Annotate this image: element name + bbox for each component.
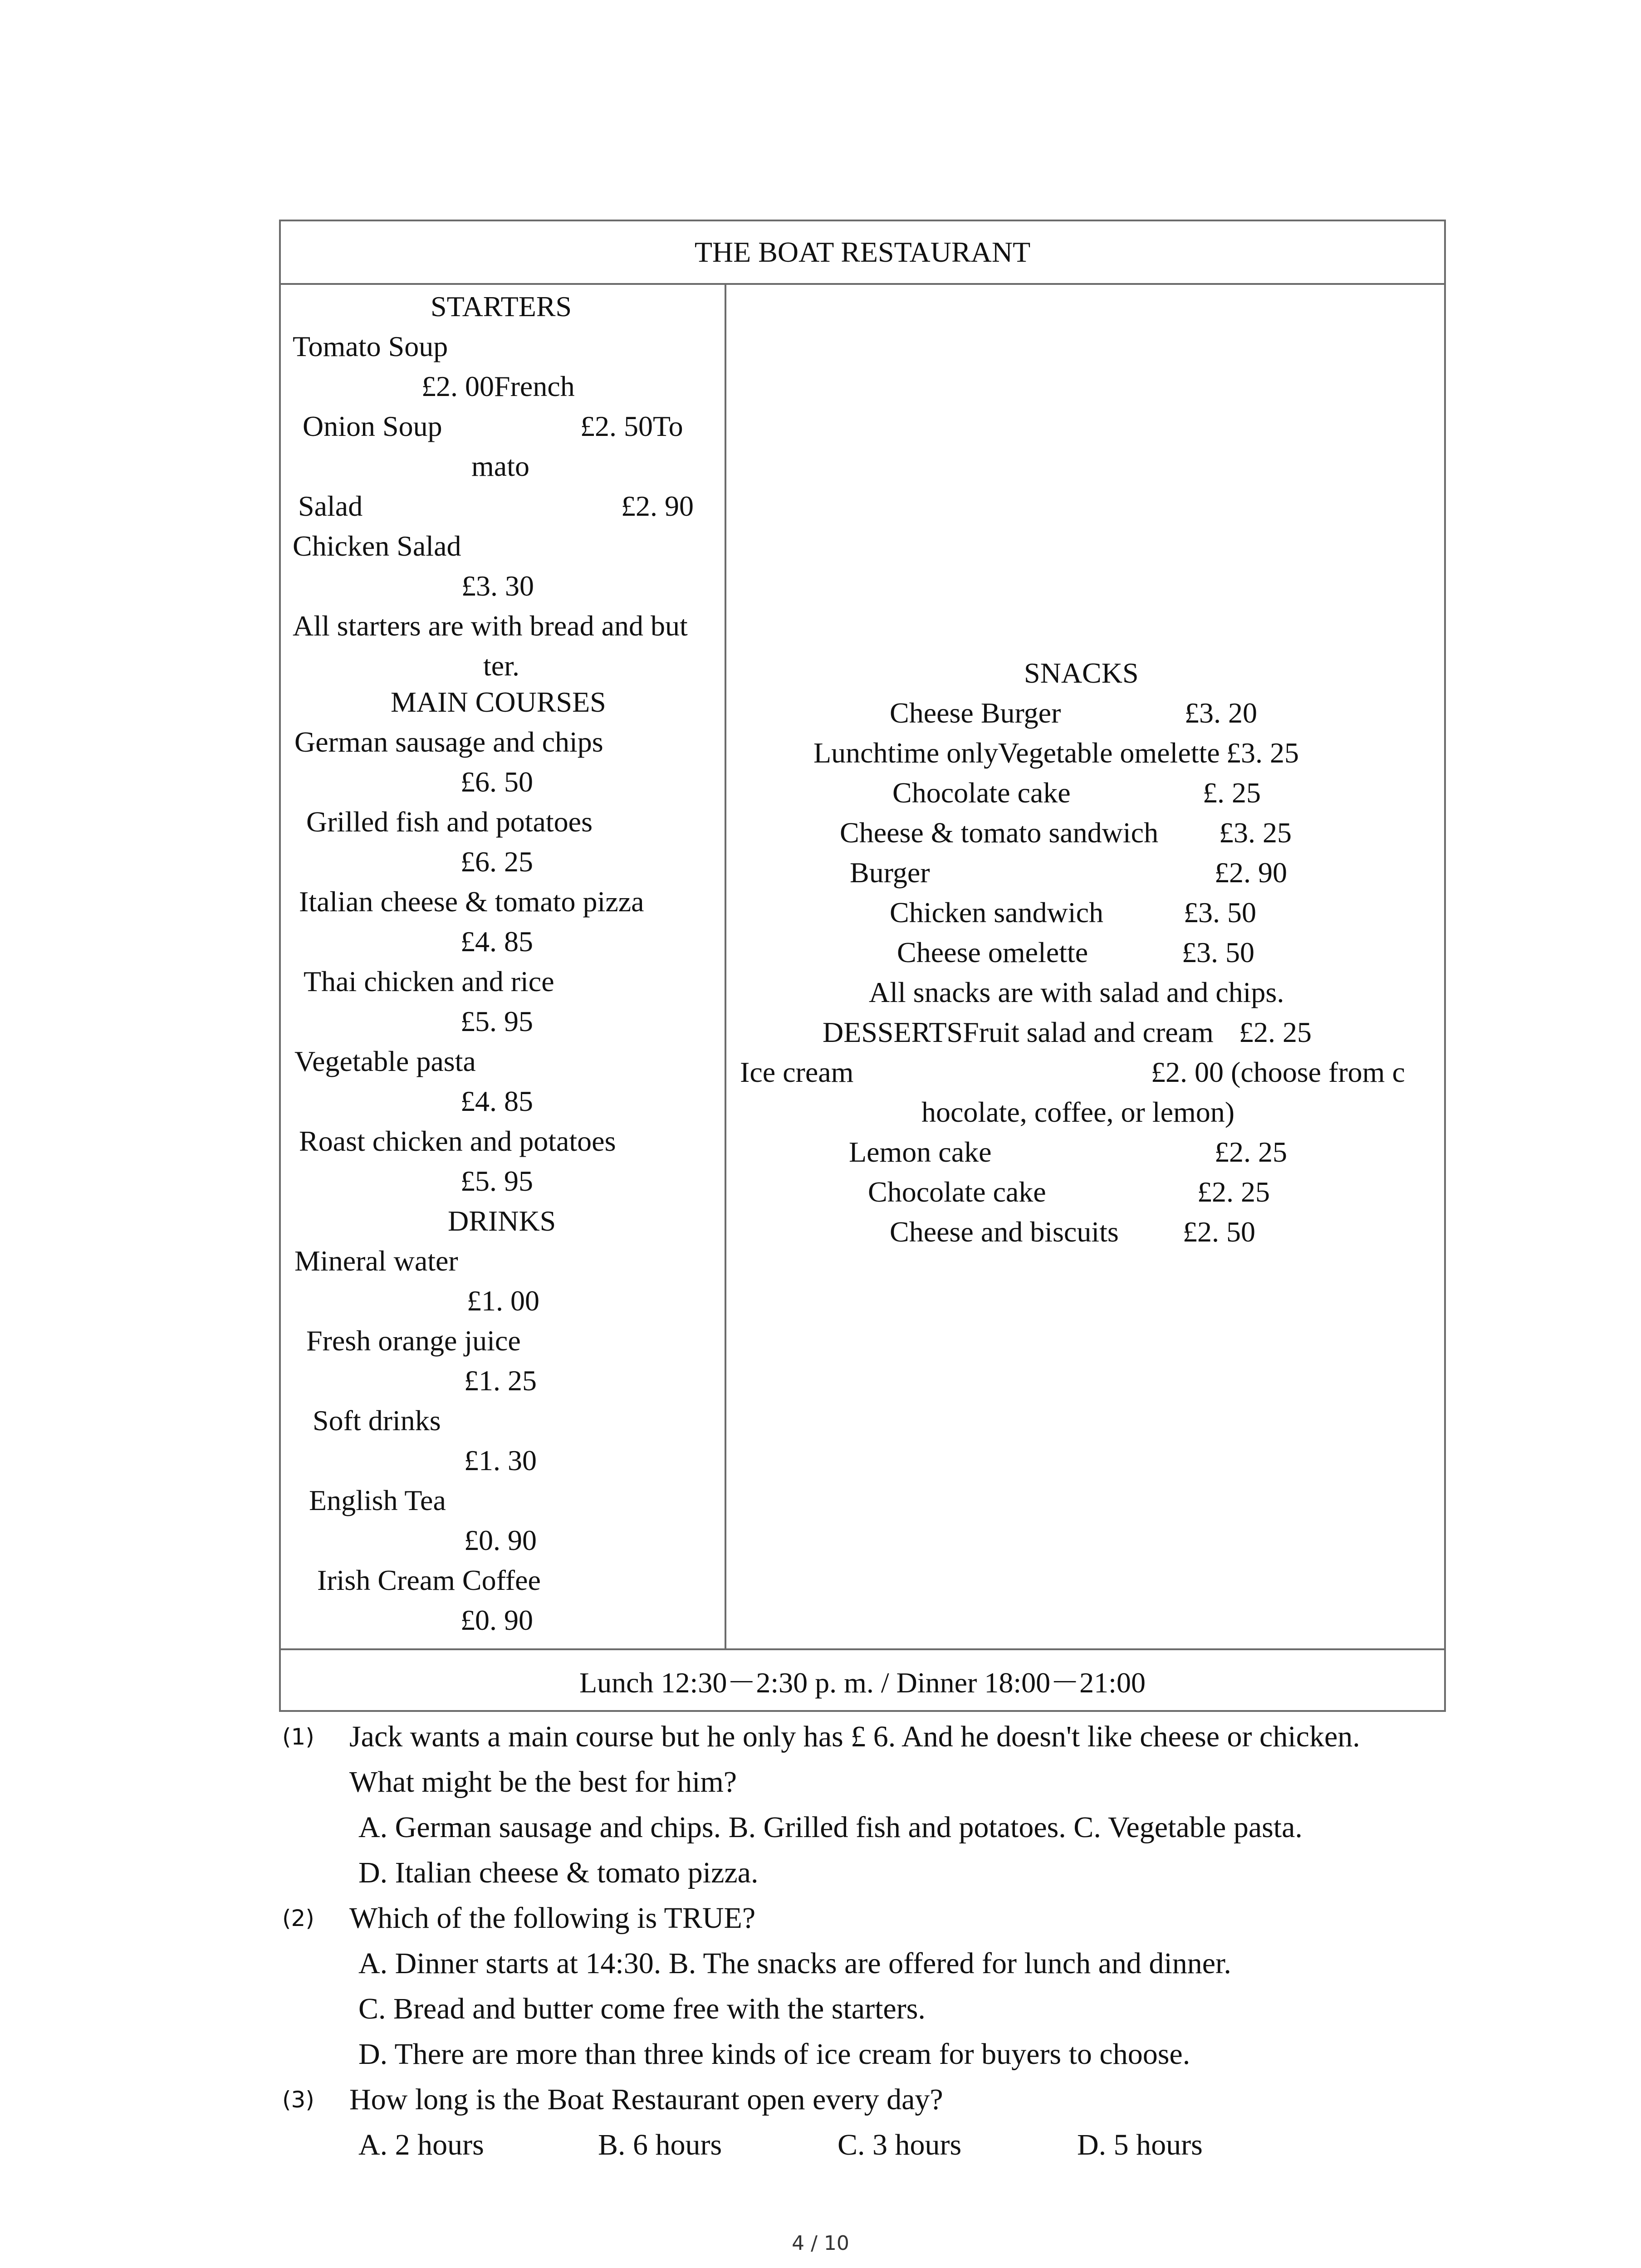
menu-item-price: £2. 00French xyxy=(421,370,575,402)
main-courses-heading: MAIN COURSES xyxy=(391,686,606,718)
menu-item-price: £3. 25 xyxy=(1226,737,1299,769)
menu-note: All starters are with bread and but xyxy=(293,610,688,642)
question-text: What might be the best for him? xyxy=(349,1765,737,1799)
menu-item-name: Cheese omelette xyxy=(897,936,1088,968)
menu-item-price: £5. 95 xyxy=(460,1165,533,1197)
starters-heading: STARTERS xyxy=(431,290,572,323)
page-number: 4 / 10 xyxy=(792,2232,849,2255)
menu-item-name: Tomato Soup xyxy=(293,330,448,362)
answer-option: D. There are more than three kinds of ice cream for buyers to choose. xyxy=(358,2038,1190,2071)
menu-item-price: £2. 90 xyxy=(621,490,694,522)
menu-item-name: DESSERTSFruit salad and cream xyxy=(823,1016,1214,1048)
menu-item-name: Chicken Salad xyxy=(293,530,461,562)
drinks-heading: DRINKS xyxy=(448,1205,556,1237)
menu-table xyxy=(279,220,1446,1712)
menu-item-name: Soft drinks xyxy=(313,1404,441,1437)
menu-item-price: £0. 90 xyxy=(464,1524,537,1556)
menu-item-price: £1. 25 xyxy=(464,1364,537,1397)
menu-title: THE BOAT RESTAURANT xyxy=(281,221,1444,285)
menu-item-name: Cheese Burger xyxy=(890,697,1061,729)
menu-item-price: £2. 50To xyxy=(580,410,683,442)
menu-item-price: £3. 30 xyxy=(461,570,534,602)
answer-option: A. Dinner starts at 14:30. B. The snacks are offered for lunch and dinner. xyxy=(358,1947,1231,1980)
answer-option: B. 6 hours xyxy=(598,2128,722,2161)
menu-item-price: £6. 50 xyxy=(460,766,533,798)
menu-item-name: Chocolate cake xyxy=(892,777,1071,809)
menu-item-price: £1. 00 xyxy=(467,1285,539,1317)
menu-item-name: Cheese & tomato sandwich xyxy=(840,816,1159,849)
menu-item-name: Burger xyxy=(850,856,930,889)
menu-item-name: German sausage and chips xyxy=(294,726,603,758)
question-text: How long is the Boat Restaurant open every day? xyxy=(349,2083,943,2116)
opening-hours: Lunch 12:30－2:30 p. m. / Dinner 18:00－21:00 xyxy=(281,1648,1444,1710)
menu-item-price: £2. 90 xyxy=(1215,856,1287,889)
answer-option: A. German sausage and chips. B. Grilled fish and potatoes. C. Vegetable pasta. xyxy=(358,1811,1303,1844)
menu-item-name: Grilled fish and potatoes xyxy=(306,806,593,838)
menu-item-name: Lunchtime onlyVegetable omelette xyxy=(813,737,1220,769)
menu-item-price: £2. 25 xyxy=(1239,1016,1312,1048)
question-number: (2) xyxy=(282,1905,314,1931)
menu-item-name: English Tea xyxy=(309,1484,446,1516)
menu-item-name: Chicken sandwich xyxy=(890,896,1103,929)
menu-item-name: Fresh orange juice xyxy=(306,1325,521,1357)
menu-item-price: £4. 85 xyxy=(460,925,533,958)
menu-item-price: £4. 85 xyxy=(460,1085,533,1117)
menu-item-name: Italian cheese & tomato pizza xyxy=(299,885,644,918)
menu-item-name: Mineral water xyxy=(294,1245,458,1277)
menu-note: All snacks are with salad and chips. xyxy=(869,976,1284,1008)
answer-option: D. 5 hours xyxy=(1077,2128,1203,2161)
menu-item-text: mato xyxy=(471,450,529,482)
answer-option: C. Bread and butter come free with the starters. xyxy=(358,1992,926,2025)
menu-left-column xyxy=(281,283,726,1650)
menu-item-name: Irish Cream Coffee xyxy=(317,1564,541,1596)
answer-option: D. Italian cheese & tomato pizza. xyxy=(358,1856,759,1889)
menu-item-price: £1. 30 xyxy=(464,1444,537,1476)
menu-item-name: Thai chicken and rice xyxy=(304,965,554,997)
menu-item-price: £6. 25 xyxy=(460,846,533,878)
menu-item-price: £3. 25 xyxy=(1219,816,1292,849)
question-text: Which of the following is TRUE? xyxy=(349,1901,756,1935)
menu-right-column xyxy=(726,283,1444,1650)
menu-note: ter. xyxy=(483,650,519,682)
menu-item-name: Ice cream xyxy=(740,1056,854,1088)
answer-option: A. 2 hours xyxy=(358,2128,484,2161)
menu-item-name: Salad xyxy=(298,490,363,522)
question-text: Jack wants a main course but he only has £ 6. And he doesn't like cheese or chicken. xyxy=(349,1720,1360,1753)
menu-item-price: £5. 95 xyxy=(460,1005,533,1037)
menu-item-name: Lemon cake xyxy=(849,1136,992,1168)
menu-item-name: Vegetable pasta xyxy=(294,1045,476,1077)
question-number: (1) xyxy=(282,1724,314,1750)
menu-item-price: £2. 25 xyxy=(1197,1176,1270,1208)
menu-item-price: £2. 50 xyxy=(1183,1216,1255,1248)
menu-item-price: £. 25 xyxy=(1203,777,1261,809)
menu-item-price: £2. 00 (choose from c xyxy=(1151,1056,1405,1088)
snacks-heading: SNACKS xyxy=(1024,657,1139,689)
menu-item-name: Roast chicken and potatoes xyxy=(299,1125,616,1157)
menu-item-name: Chocolate cake xyxy=(868,1176,1046,1208)
menu-item-text: hocolate, coffee, or lemon) xyxy=(921,1096,1235,1128)
menu-item-price: £3. 20 xyxy=(1185,697,1257,729)
question-number: (3) xyxy=(282,2087,314,2113)
answer-option: C. 3 hours xyxy=(838,2128,962,2161)
menu-item-price: £3. 50 xyxy=(1184,896,1256,929)
menu-item-price: £2. 25 xyxy=(1215,1136,1287,1168)
menu-item-price: £0. 90 xyxy=(460,1604,533,1636)
menu-item-price: £3. 50 xyxy=(1182,936,1254,968)
menu-item-name: Onion Soup xyxy=(303,410,442,442)
menu-item-name: Cheese and biscuits xyxy=(890,1216,1119,1248)
